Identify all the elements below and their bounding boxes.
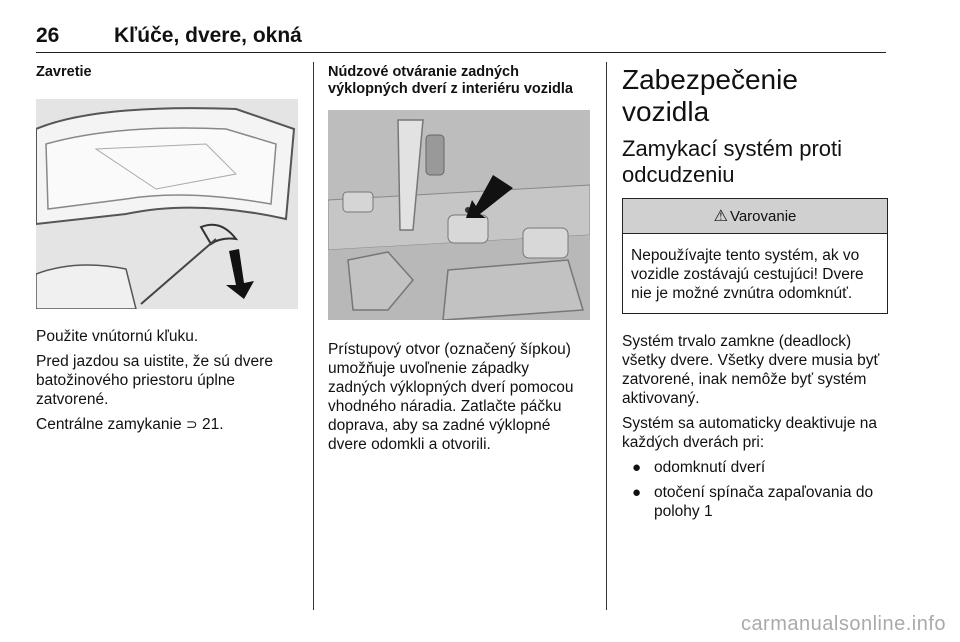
list-item bbox=[622, 483, 888, 521]
list-item-text: otočení spínača zapaľovania do polohy 1 bbox=[654, 484, 874, 520]
reference-page: 21. bbox=[201, 416, 224, 433]
column-divider-right bbox=[606, 62, 607, 610]
column-closing bbox=[36, 64, 298, 440]
deactivation-list bbox=[622, 458, 888, 521]
watermark: carmanualsonline.info bbox=[740, 613, 946, 635]
tailgate-closing-illustration bbox=[36, 99, 298, 309]
tailgate-illustration-svg bbox=[36, 99, 298, 309]
warning-box bbox=[622, 198, 888, 314]
section-title: Zabezpečenie vozidla bbox=[622, 64, 798, 127]
column-vehicle-security bbox=[622, 64, 888, 527]
page-number: 26 bbox=[36, 24, 60, 47]
subsection-title: Zamykací systém proti odcudzeniu bbox=[622, 136, 843, 187]
warning-header bbox=[623, 199, 887, 234]
list-item bbox=[622, 458, 888, 477]
warning-title: Varovanie bbox=[729, 207, 797, 225]
list-item-text: odomknutí dverí bbox=[654, 459, 766, 476]
page-header bbox=[36, 24, 886, 53]
security-paragraph-1: Systém trvalo zamkne (deadlock) všetky dvere. Všetky dvere musia byť zatvorené, inak nemôže byť systém aktivovaný. bbox=[622, 333, 880, 407]
bullet-icon: ● bbox=[632, 459, 642, 476]
page-reference-icon: ⊃ bbox=[185, 416, 198, 432]
column-divider-left bbox=[313, 62, 314, 610]
warning-body bbox=[623, 234, 887, 313]
closing-heading: Zavretie bbox=[36, 64, 92, 80]
chapter-title: Kľúče, dvere, okná bbox=[114, 24, 302, 47]
emergency-heading: Núdzové otváranie zadných výklopných dverí z interiéru vozidla bbox=[328, 64, 573, 97]
interior-release-access-illustration bbox=[328, 110, 590, 320]
emergency-paragraph: Prístupový otvor (označený šípkou) umožňuje uvoľnenie západky zadných výklopných dverí pomocou vhodného náradia. Zatlačte páčku doprava, aby sa zadné výklopné dvere odomkli a otvorili. bbox=[328, 341, 574, 453]
closing-paragraph-2: Pred jazdou sa uistite, že sú dvere batožinového priestoru úplne zatvorené. bbox=[36, 353, 273, 408]
column-emergency-opening bbox=[328, 64, 590, 460]
closing-reference bbox=[36, 415, 298, 434]
interior-release-svg bbox=[328, 110, 590, 320]
reference-text: Centrálne zamykanie bbox=[36, 416, 182, 433]
warning-triangle-icon: ⚠ bbox=[713, 208, 728, 225]
warning-text: Nepoužívajte tento systém, ak vo vozidle zostávajú cestujúci! Dvere nie je možné zvnútra odomknúť. bbox=[631, 247, 864, 302]
security-paragraph-2: Systém sa automaticky deaktivuje na každých dverách pri: bbox=[622, 415, 878, 451]
bullet-icon: ● bbox=[632, 484, 642, 501]
closing-paragraph-1: Použite vnútornú kľuku. bbox=[36, 328, 199, 345]
